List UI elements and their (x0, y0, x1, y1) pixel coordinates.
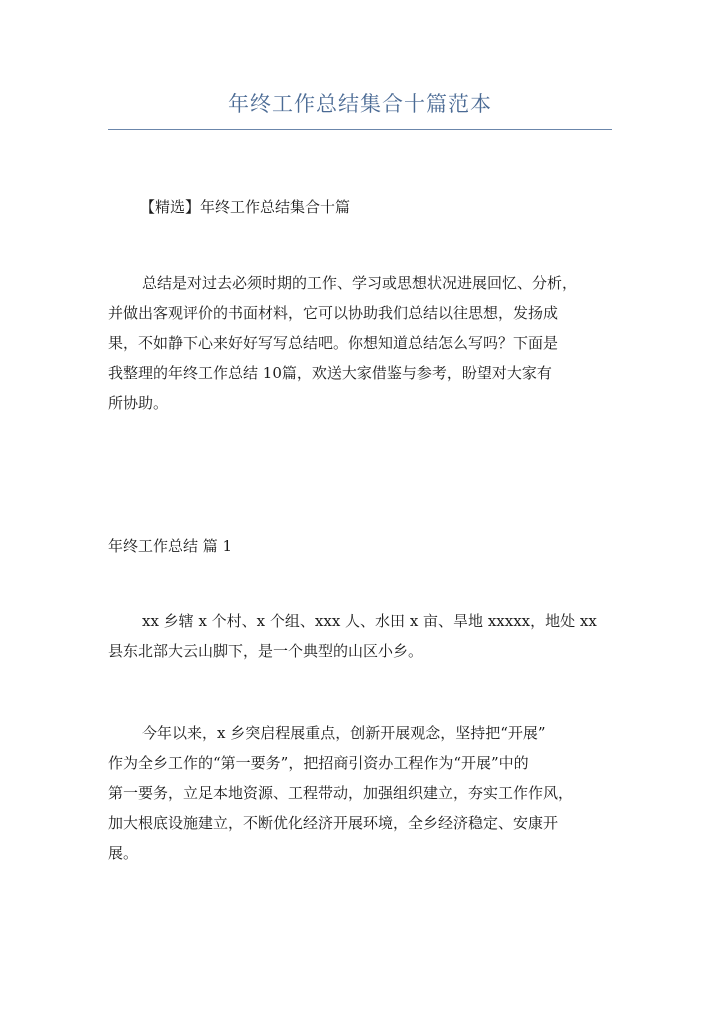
body-paragraph-1 (108, 606, 612, 666)
intro-line: 我整理的年终工作总结 10篇，欢送大家借鉴与参考，盼望对大家有 (108, 364, 552, 382)
intro-line: 总结是对过去必须时期的工作、学习或思想状况进展回忆、分析， (142, 274, 578, 292)
intro-line: 果，不如静下心来好好写写总结吧。你想知道总结怎么写吗？下面是 (108, 334, 559, 352)
paragraph-line: 今年以来，x 乡突启程展重点，创新开展观念，坚持把“开展” (142, 724, 546, 742)
paragraph-line: 作为全乡工作的“第一要务”，把招商引资办工程作为“开展”中的 (108, 754, 529, 772)
intro-line: 所协助。 (108, 394, 169, 412)
document-subtitle: 【精选】年终工作总结集合十篇 (140, 198, 351, 216)
intro-line: 并做出客观评价的书面材料，它可以协助我们总结以往思想，发扬成 (108, 304, 559, 322)
title-underline (108, 129, 612, 130)
paragraph-line: 加大根底设施建立，不断优化经济开展环境，全乡经济稳定、安康开 (108, 814, 559, 832)
body-paragraph-2 (108, 718, 612, 868)
paragraph-line: 展。 (108, 844, 139, 862)
document-title: 年终工作总结集合十篇范本 (228, 92, 492, 116)
paragraph-line: 第一要务，立足本地资源、工程带动，加强组织建立，夯实工作作风， (108, 784, 574, 802)
paragraph-line: xx 乡辖 x 个村、x 个组、xxx 人、水田 x 亩、旱地 xxxxx，地处 xx (142, 612, 597, 630)
intro-paragraph (108, 268, 612, 418)
section-heading: 年终工作总结 篇 1 (108, 537, 233, 555)
paragraph-line: 县东北部大云山脚下，是一个典型的山区小乡。 (108, 642, 424, 660)
